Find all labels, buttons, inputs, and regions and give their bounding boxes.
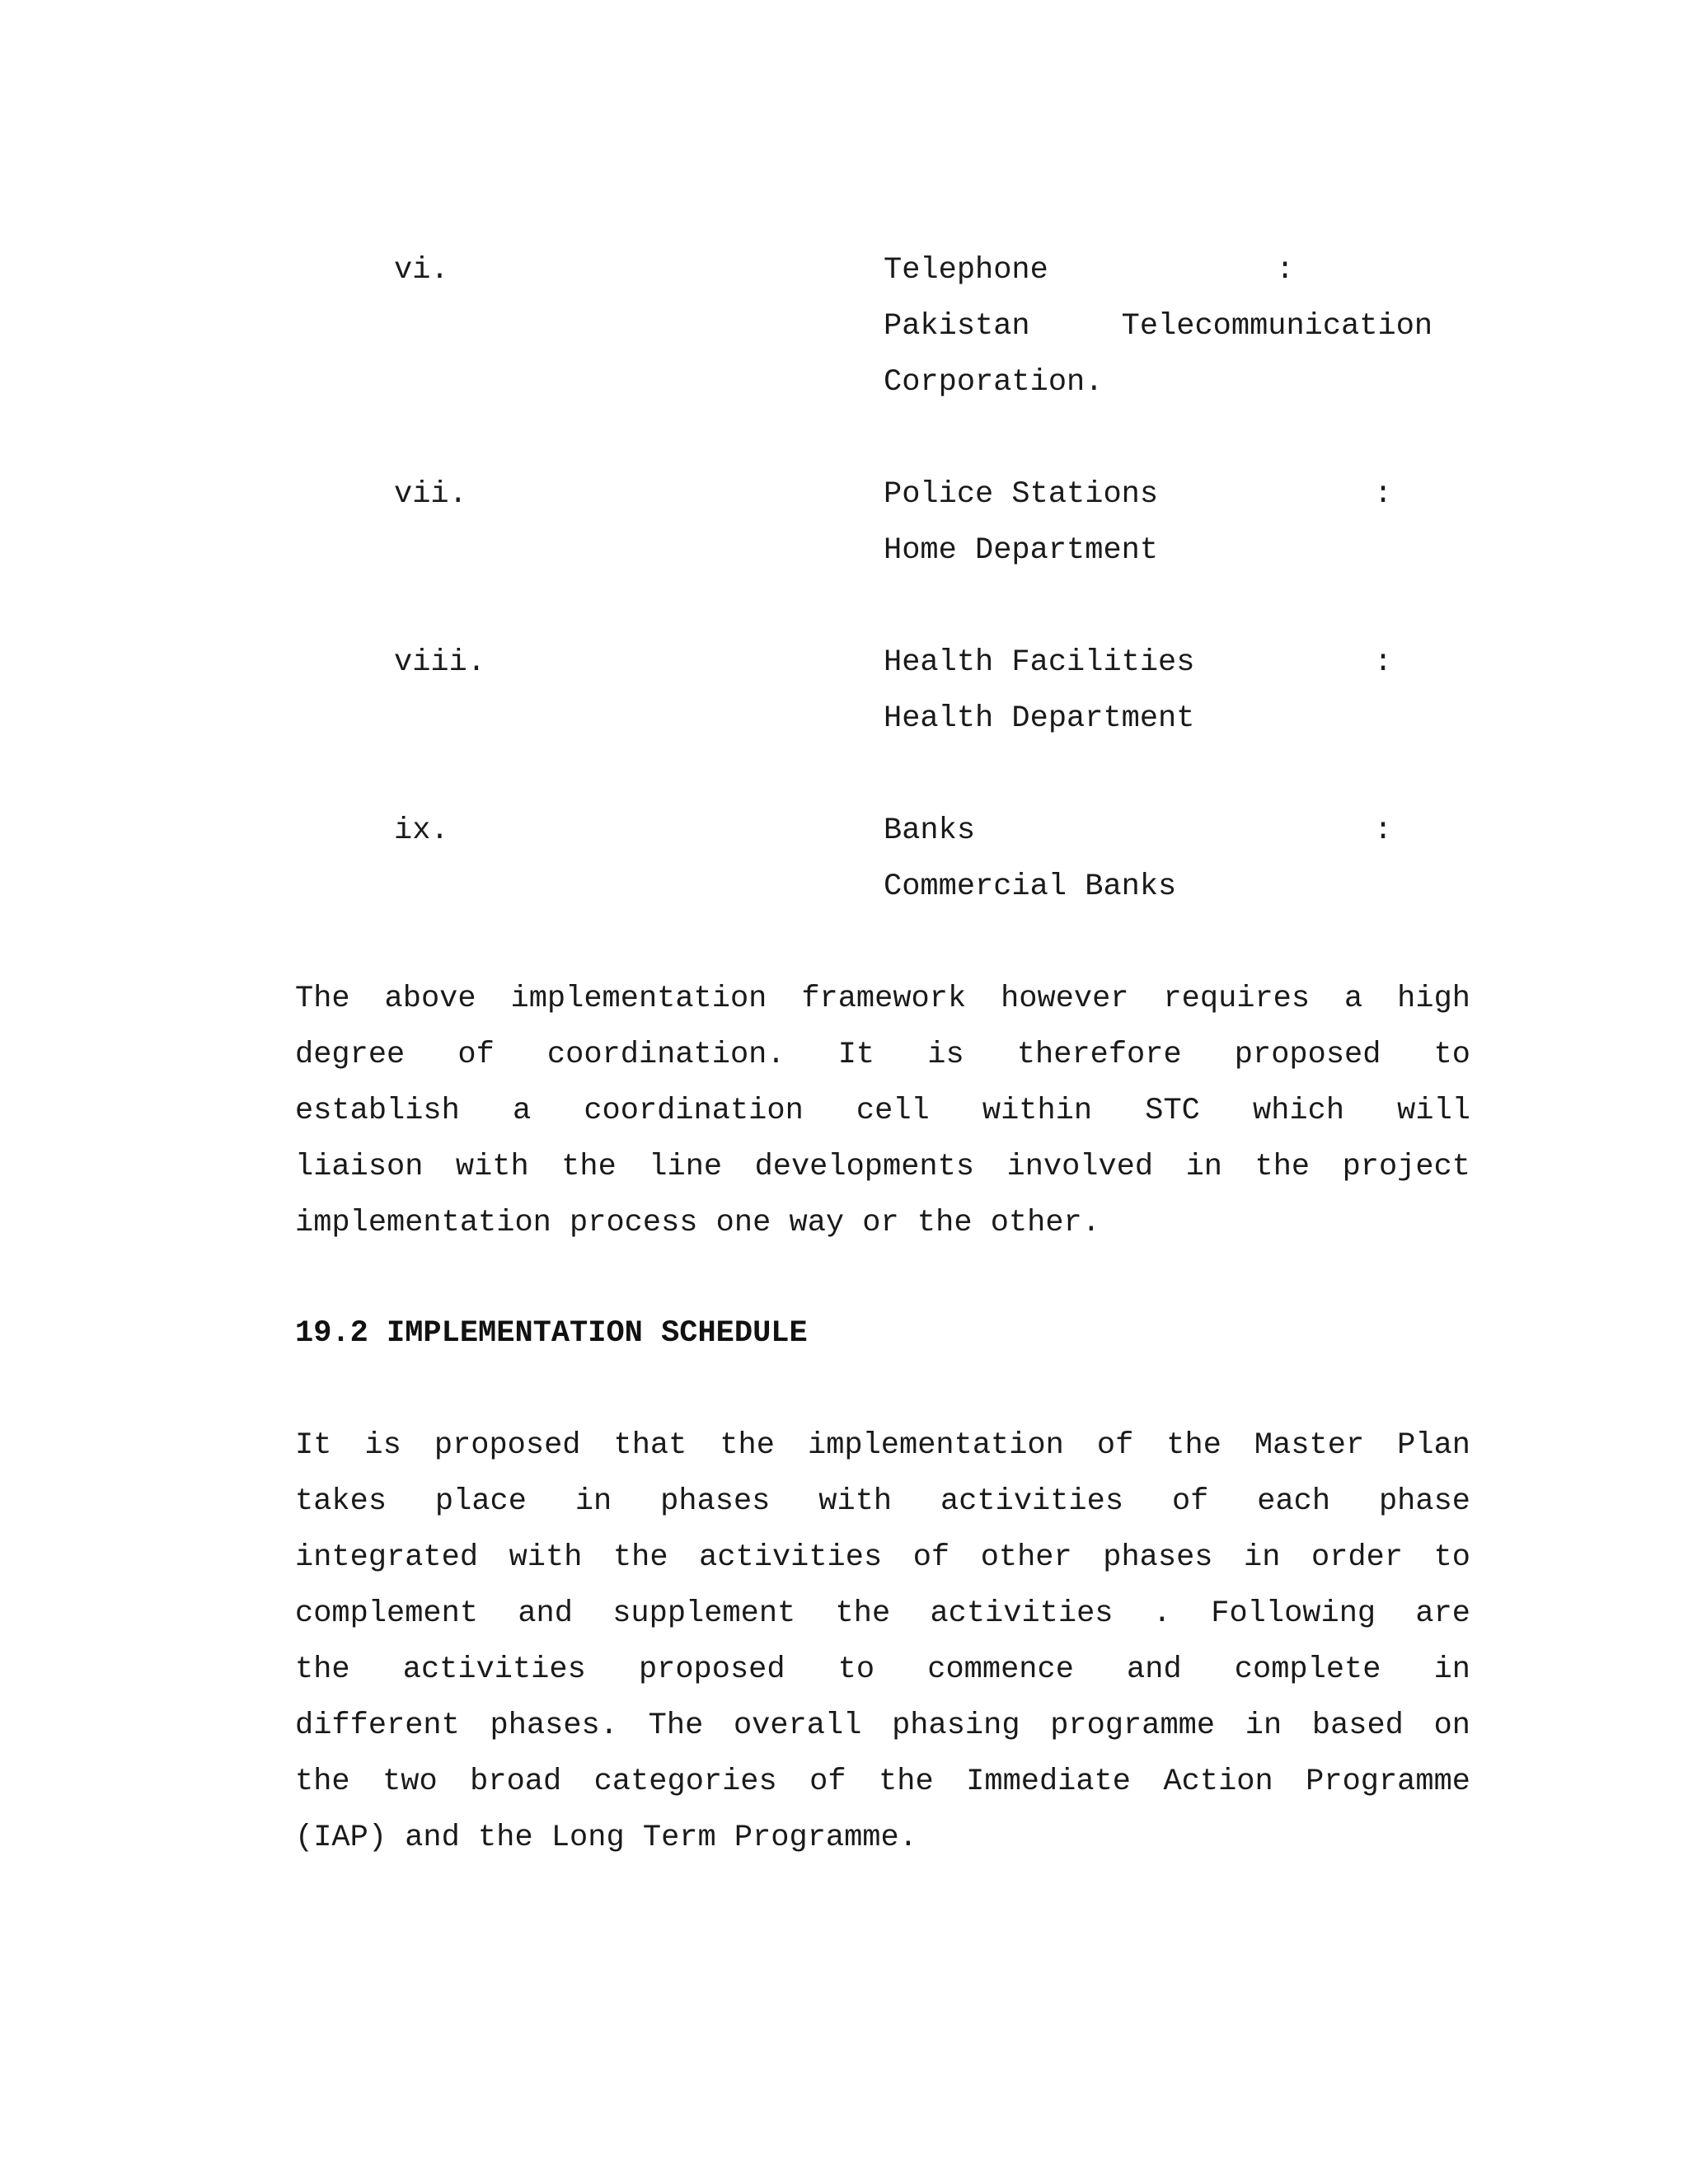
paragraph-line: different phases. The overall phasing programme in based on bbox=[295, 1708, 1470, 1743]
list-numeral: viii. bbox=[394, 645, 486, 680]
list-colon: : bbox=[1374, 813, 1393, 848]
list-numeral: vi. bbox=[394, 253, 449, 288]
paragraph-line: liaison with the line developments involved in the project bbox=[295, 1150, 1470, 1184]
body-paragraph-coordination bbox=[295, 971, 1470, 1251]
body-paragraph-schedule bbox=[295, 1418, 1470, 1866]
paragraph-line: degree of coordination. It is therefore proposed to bbox=[295, 1038, 1470, 1072]
list-value-line: Commercial Banks bbox=[884, 869, 1177, 904]
list-value-line: Pakistan Telecommunication bbox=[884, 309, 1433, 344]
list-label: Police Stations bbox=[884, 477, 1159, 512]
list-value-line: Corporation. bbox=[884, 365, 1104, 400]
list-value-line: Health Department bbox=[884, 701, 1195, 736]
paragraph-line: establish a coordination cell within STC which will bbox=[295, 1094, 1470, 1128]
list-colon: : bbox=[1276, 253, 1295, 288]
list-colon: : bbox=[1374, 645, 1393, 680]
list-numeral: ix. bbox=[394, 813, 449, 848]
paragraph-line: It is proposed that the implementation of the Master Plan bbox=[295, 1428, 1470, 1463]
list-label: Banks bbox=[884, 813, 976, 848]
list-colon: : bbox=[1374, 477, 1393, 512]
list-label: Health Facilities bbox=[884, 645, 1195, 680]
paragraph-line: takes place in phases with activities of each phase bbox=[295, 1484, 1470, 1519]
list-label: Telephone bbox=[884, 253, 1048, 288]
paragraph-line: the activities proposed to commence and complete in bbox=[295, 1652, 1470, 1687]
paragraph-line: (IAP) and the Long Term Programme. bbox=[295, 1821, 917, 1855]
paragraph-line: integrated with the activities of other phases in order to bbox=[295, 1540, 1470, 1575]
paragraph-line: implementation process one way or the other. bbox=[295, 1206, 1100, 1240]
list-value-line: Home Department bbox=[884, 533, 1159, 568]
paragraph-line: complement and supplement the activities . Following are bbox=[295, 1596, 1470, 1631]
section-heading: 19.2 IMPLEMENTATION SCHEDULE bbox=[295, 1316, 808, 1351]
paragraph-line: The above implementation framework however requires a high bbox=[295, 982, 1470, 1016]
list-numeral: vii. bbox=[394, 477, 467, 512]
paragraph-line: the two broad categories of the Immediate Action Programme bbox=[295, 1765, 1470, 1799]
